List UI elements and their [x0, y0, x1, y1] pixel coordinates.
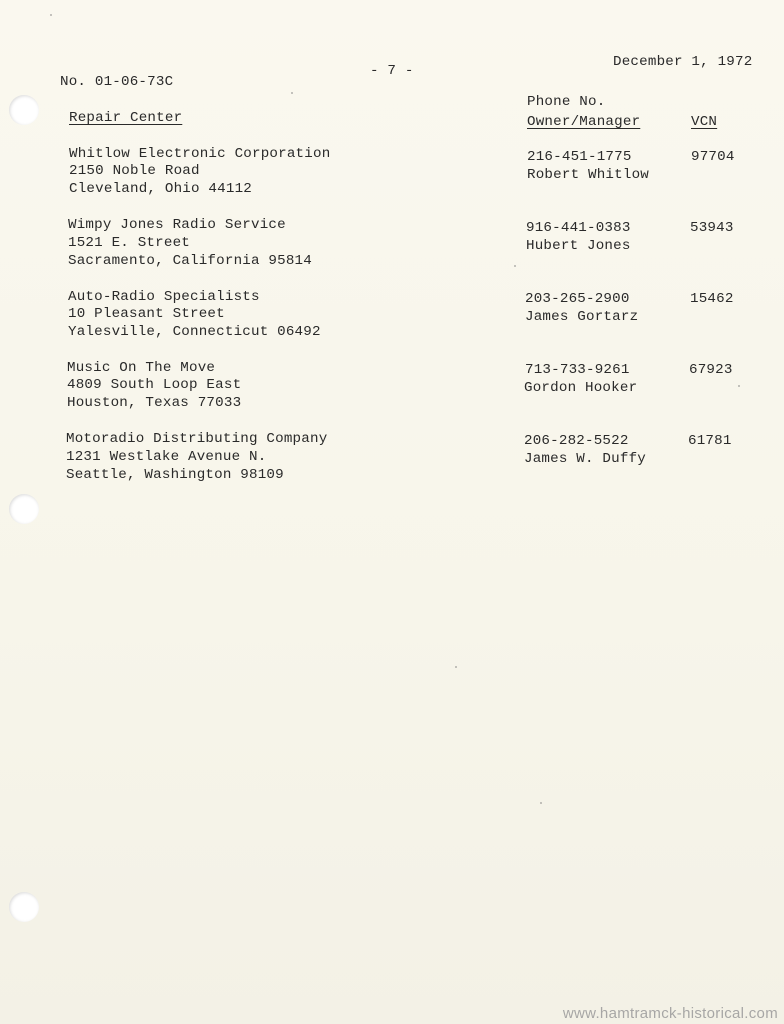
repair-center-name: Whitlow Electronic Corporation [69, 146, 331, 162]
owner-manager: Hubert Jones [526, 238, 631, 254]
owner-manager: James Gortarz [525, 309, 639, 325]
paper-speck [540, 802, 542, 804]
column-header-repair-center: Repair Center [69, 110, 183, 126]
vcn-number: 61781 [688, 433, 732, 449]
document-date: December 1, 1972 [613, 54, 753, 70]
repair-center-name: Music On The Move [67, 360, 216, 376]
paper-speck [291, 92, 293, 94]
phone-number: 216-451-1775 [527, 149, 632, 165]
phone-number: 203-265-2900 [525, 291, 630, 307]
page-number: - 7 - [370, 63, 414, 79]
paper-speck [514, 265, 516, 267]
punch-hole-middle [9, 494, 39, 524]
vcn-number: 97704 [691, 149, 735, 165]
repair-center-street: 2150 Noble Road [69, 163, 200, 179]
phone-number: 916-441-0383 [526, 220, 631, 236]
repair-center-street: 10 Pleasant Street [68, 306, 225, 322]
vcn-number: 15462 [690, 291, 734, 307]
punch-hole-bottom [9, 892, 39, 922]
punch-hole-top [9, 95, 39, 125]
repair-center-city: Sacramento, California 95814 [68, 253, 312, 269]
doc-number: No. 01-06-73C [60, 74, 174, 90]
owner-manager: James W. Duffy [524, 451, 646, 467]
paper-speck [455, 666, 457, 668]
column-header-phone: Phone No. [527, 94, 606, 110]
repair-center-city: Seattle, Washington 98109 [66, 467, 284, 483]
paper-speck [738, 385, 740, 387]
vcn-number: 53943 [690, 220, 734, 236]
repair-center-name: Auto-Radio Specialists [68, 289, 260, 305]
repair-center-name: Motoradio Distributing Company [66, 431, 328, 447]
repair-center-street: 4809 South Loop East [67, 377, 242, 393]
repair-center-city: Houston, Texas 77033 [67, 395, 242, 411]
repair-center-street: 1521 E. Street [68, 235, 190, 251]
phone-number: 206-282-5522 [524, 433, 629, 449]
repair-center-name: Wimpy Jones Radio Service [68, 217, 286, 233]
vcn-number: 67923 [689, 362, 733, 378]
paper-speck [50, 14, 52, 16]
owner-manager: Gordon Hooker [524, 380, 638, 396]
phone-number: 713-733-9261 [525, 362, 630, 378]
site-watermark: www.hamtramck-historical.com [562, 1005, 778, 1022]
repair-center-city: Cleveland, Ohio 44112 [69, 181, 252, 197]
repair-center-street: 1231 Westlake Avenue N. [66, 449, 267, 465]
column-header-vcn: VCN [691, 114, 718, 130]
repair-center-city: Yalesville, Connecticut 06492 [68, 324, 321, 340]
column-header-owner-manager: Owner/Manager [527, 114, 641, 130]
owner-manager: Robert Whitlow [527, 167, 649, 183]
